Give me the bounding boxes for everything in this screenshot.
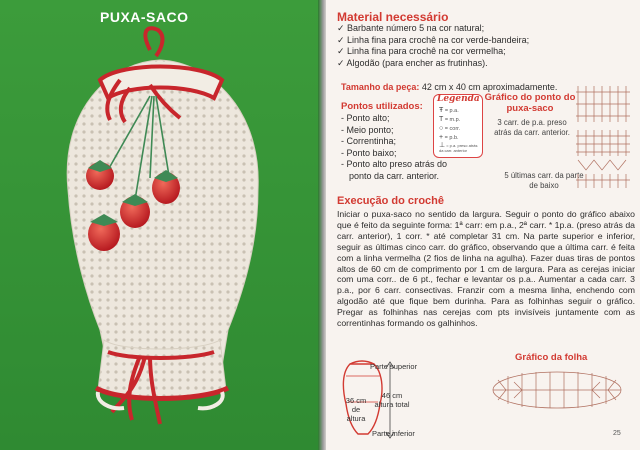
material-item: ✓ Algodão (para encher as frutinhas). [337, 57, 488, 68]
right-page [326, 0, 640, 450]
legend-row: Ŧ = p.a. [439, 107, 459, 114]
stitch-chart-note-bottom: 5 últimas carr. da parte de baixo [504, 171, 584, 190]
material-heading: Material necessário [337, 10, 449, 24]
legend-row: ○ = corr. [439, 125, 461, 132]
legend-row: T = m.p. [439, 116, 461, 123]
leaf-chart [488, 366, 626, 414]
stitch-chart [574, 82, 636, 192]
stitch-item: ponto da carr. anterior. [349, 170, 440, 181]
execution-heading: Execução do crochê [337, 195, 444, 207]
partial-height-label: 36 cm de altura [345, 396, 367, 423]
stitch-chart-note-top: 3 carr. de p.a. preso atrás da carr. anterior. [494, 118, 570, 137]
legend-row: ⊥ = p.a. preso atrás da carr. anterior [439, 142, 478, 153]
product-title: PUXA-SACO [100, 9, 189, 25]
legend-row: + = p.b. [439, 134, 459, 141]
material-item: ✓ Barbante número 5 na cor natural; [337, 23, 485, 33]
stitch-item: - Ponto alto preso atrás do [341, 159, 448, 169]
top-part-label: Parte superior [370, 362, 418, 371]
size-line [341, 82, 557, 92]
stitch-item: - Meio ponto; [341, 124, 394, 135]
bottom-part-label: Parte inferior [372, 429, 415, 438]
page-number: 25 [613, 430, 621, 437]
material-list [337, 23, 529, 69]
size-label: Tamanho da peça: [341, 82, 420, 92]
stitch-item: - Ponto baixo; [341, 147, 397, 158]
legend-box [433, 94, 483, 158]
execution-body: Iniciar o puxa-saco no sentido da largura. Seguir o ponto do gráfico abaixo que é feito da seguinte forma: 1ª carr: em p.a., 2ª carr. * 1p.a. (preso atrás da carr. anterior), 1 corr. * até completar 31 cm. Na parte superior e inferior, seguir as últimas cinco carr. do gráfico, observando que a última carr. é feita com a linha vermelha (2 fios de linha na agulha). Fazer duas tiras de pontos altos de 60 cm de comprimento por 1 cm de largura. Para as cerejas iniciar com uma corr.. de 6 pt., fechar e levantar os p.a.. Aumentar a cada carr. 3 p.a., por 6 carr. consectivas. Franzir com a mesma linha, enchendo com algodão até que fique bem durinha. Para as folhinhas seguir o gráfico. Pregar as folhinhas nas cerejas com pts invisíveis juntamente com as correntinhas formando os galhinhos. [337, 209, 635, 329]
material-item: ✓ Linha fina para crochê na cor verde-bandeira; [337, 34, 530, 45]
leaf-chart-heading: Gráfico da folha [515, 352, 588, 363]
stitch-item: - Correntinha; [341, 136, 397, 146]
size-value: 42 cm x 40 cm aproximadamente. [421, 82, 558, 92]
material-item: ✓ Linha fina para crochê na cor vermelha; [337, 46, 506, 56]
total-height-label: 46 cm altura total [374, 391, 410, 409]
stitches-heading: Pontos utilizados: [341, 101, 423, 112]
stitch-item: - Ponto alto; [341, 113, 390, 123]
stitch-chart-heading: Gráfico do ponto do puxa-saco [484, 92, 576, 114]
bottom-gather [98, 340, 226, 398]
legend-title: Legenda [437, 94, 480, 104]
stitches-list [341, 113, 447, 182]
